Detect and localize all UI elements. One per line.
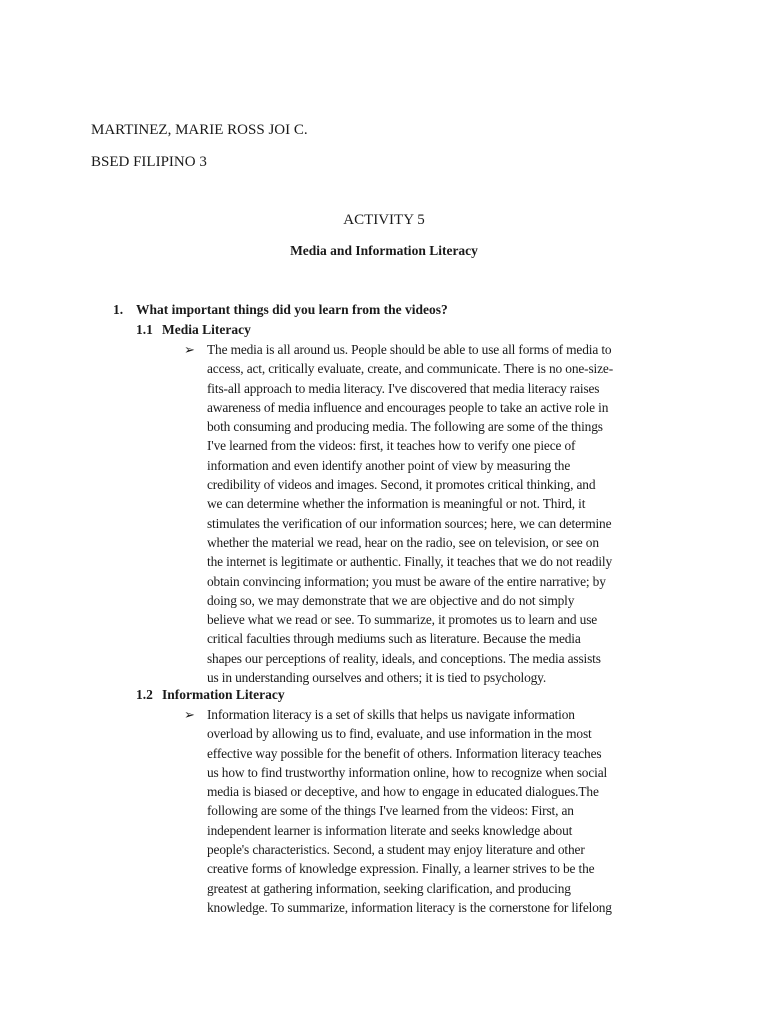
section-paragraph <box>207 705 685 917</box>
paragraph-line: following are some of the things I've learned from the videos: First, an <box>207 803 574 819</box>
paragraph-line: doing so, we may demonstrate that we are objective and do not simply <box>207 592 575 608</box>
paragraph-line: believe what we read or see. To summarize, it promotes us to learn and use <box>207 612 598 628</box>
paragraph-line: creative forms of knowledge expression. Finally, a learner strives to be the <box>207 861 595 877</box>
paragraph-line: credibility of videos and images. Second, it promotes critical thinking, and <box>207 477 596 493</box>
section-title: Media Literacy <box>162 322 251 337</box>
student-name: MARTINEZ, MARIE ROSS JOI C. <box>91 122 308 138</box>
paragraph-line: media is biased or deceptive, and how to engage in educated dialogues.The <box>207 784 599 800</box>
arrow-bullet-icon: ➢ <box>184 707 195 722</box>
paragraph-line: people's characteristics. Second, a student may enjoy literature and other <box>207 842 585 858</box>
paragraph-line: knowledge. To summarize, information literacy is the cornerstone for lifelong <box>207 899 612 915</box>
paragraph-line: both consuming and producing media. The following are some of the things <box>207 419 603 435</box>
paragraph-line: overload by allowing us to find, evaluate, and use information in the most <box>207 726 592 742</box>
paragraph-line: I've learned from the videos: first, it teaches how to verify one piece of <box>207 438 576 454</box>
section-title: Information Literacy <box>162 687 285 702</box>
paragraph-line: us how to find trustworthy information online, how to recognize when social <box>207 764 608 780</box>
course-label: BSED FILIPINO 3 <box>91 154 207 170</box>
paragraph-line: the internet is legitimate or authentic. Finally, it teaches that we do not readily <box>207 554 613 570</box>
paragraph-line: obtain convincing information; you must be aware of the entire narrative; by <box>207 573 606 589</box>
paragraph-line: access, act, critically evaluate, create, and communicate. There is no one-size- <box>207 361 613 377</box>
paragraph-line: whether the material we read, hear on the radio, see on television, or see on <box>207 534 599 550</box>
question-text: What important things did you learn from the videos? <box>136 302 448 317</box>
paragraph-line: fits-all approach to media literacy. I've discovered that media literacy raises <box>207 380 600 396</box>
paragraph-line: information and even identify another point of view by measuring the <box>207 457 571 473</box>
activity-title: ACTIVITY 5 <box>343 212 425 228</box>
activity-subtitle: Media and Information Literacy <box>290 243 478 258</box>
paragraph-line: critical faculties through mediums such as literature. Because the media <box>207 631 581 647</box>
paragraph-line: independent learner is information literate and seeks knowledge about <box>207 822 573 838</box>
question-number: 1. <box>113 302 124 317</box>
arrow-bullet-icon: ➢ <box>184 342 195 357</box>
paragraph-line: awareness of media influence and encourages people to take an active role in <box>207 399 609 415</box>
paragraph-line: The media is all around us. People should be able to use all forms of media to <box>207 342 612 357</box>
section-number: 1.2 <box>136 687 153 702</box>
paragraph-line: greatest at gathering information, seeking clarification, and producing <box>207 880 571 896</box>
section-number: 1.1 <box>136 322 153 337</box>
paragraph-line: shapes our perceptions of reality, ideals, and conceptions. The media assists <box>207 650 601 666</box>
paragraph-line: stimulates the verification of our information sources; here, we can determine <box>207 515 612 531</box>
section-paragraph <box>207 340 685 687</box>
paragraph-line: us in understanding ourselves and others; it is tied to psychology. <box>207 670 547 686</box>
paragraph-line: effective way possible for the benefit of others. Information literacy teaches <box>207 745 602 761</box>
paragraph-line: Information literacy is a set of skills that helps us navigate information <box>207 707 575 722</box>
paragraph-line: we can determine whether the information is meaningful or not. Third, it <box>207 496 586 512</box>
